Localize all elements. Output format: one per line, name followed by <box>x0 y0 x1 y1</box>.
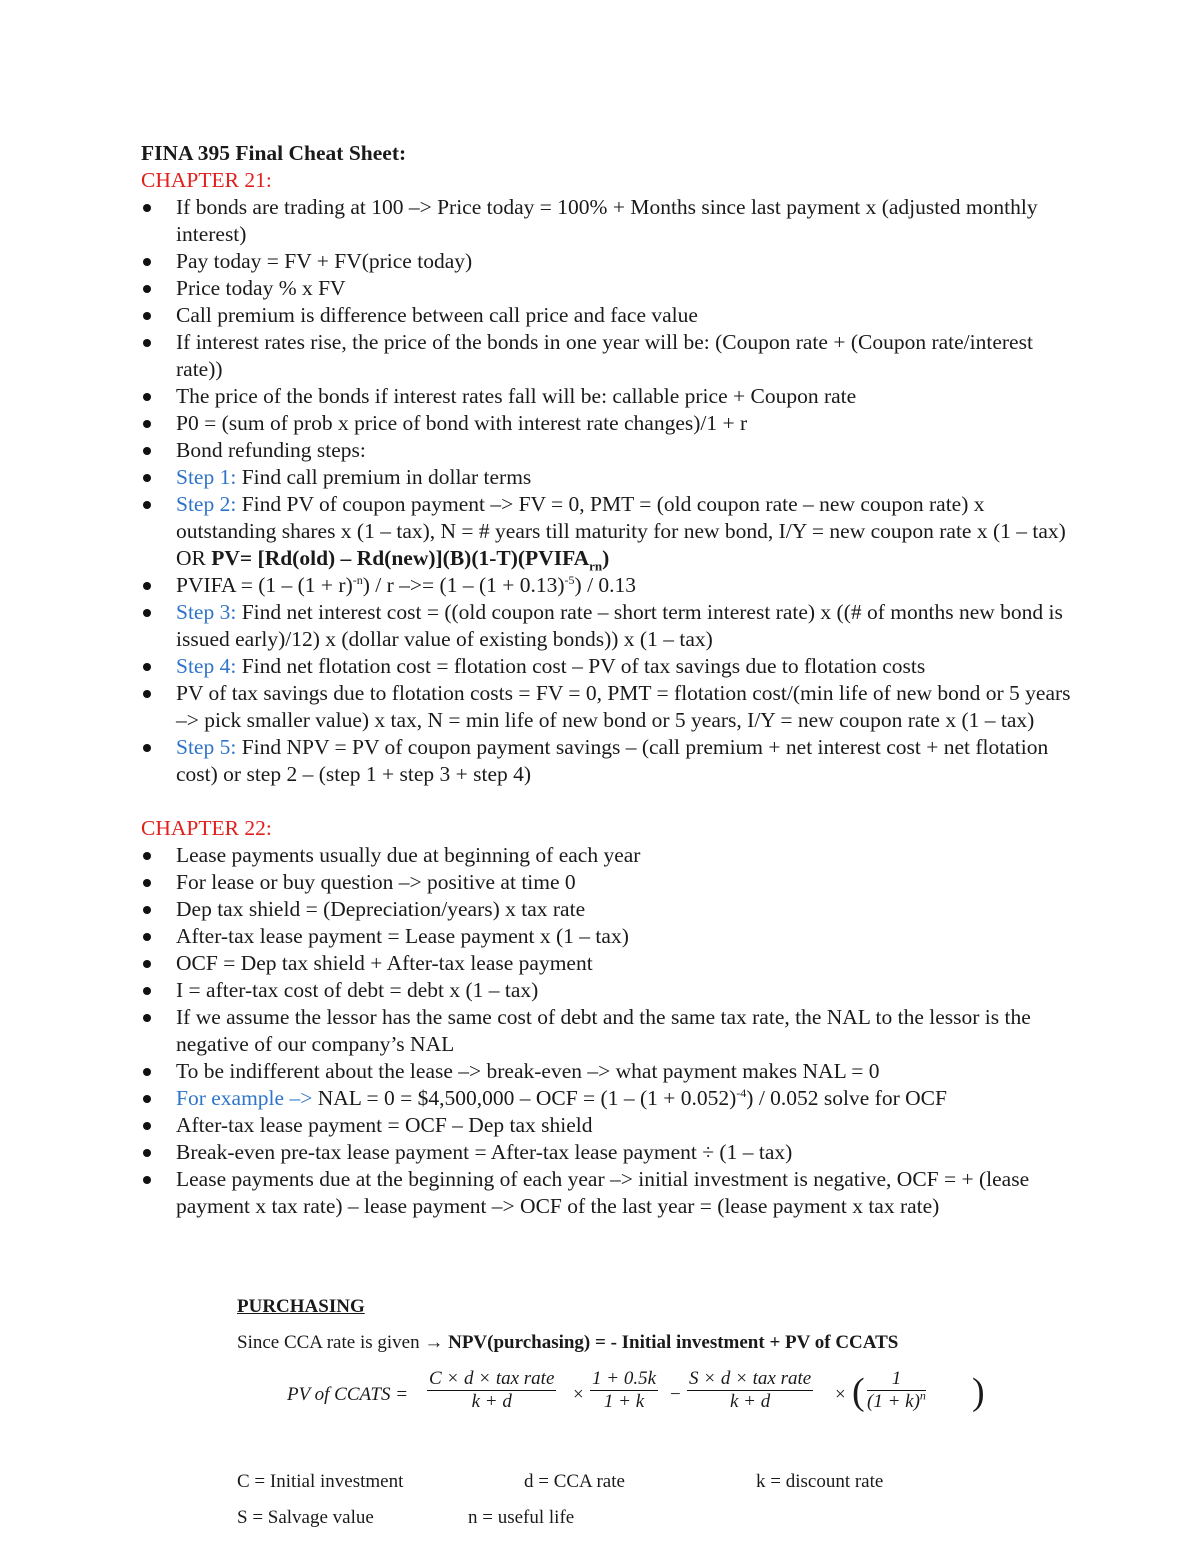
minus-operator: − <box>670 1384 681 1405</box>
step-2-formula-end: ) <box>602 546 610 570</box>
step-3-text: Find net interest cost = ((old coupon rate – short term interest rate) x ((# of months new bond is issued early)/12) x (dollar value of existing bonds)) x (1 – tax) <box>176 600 1063 651</box>
pvifa-part-b: ) / r –>= (1 – (1 + 0.13) <box>362 573 565 597</box>
step-3-item <box>141 599 1071 653</box>
times-operator: × <box>835 1384 846 1405</box>
fraction-1-numerator: C × d × tax rate <box>429 1368 555 1389</box>
npv-formula-text: NPV(purchasing) = - Initial investment + PV of CCATS <box>443 1332 899 1353</box>
cheat-sheet-body <box>141 140 1071 1220</box>
chapter-21-heading: CHAPTER 21: <box>141 168 272 192</box>
step-2-formula-sub: rn <box>589 558 603 574</box>
arrow-icon: → <box>424 1332 444 1353</box>
example-label: For example –> <box>176 1086 313 1110</box>
formula-lhs: PV of CCATS = <box>287 1384 409 1405</box>
step-5-item <box>141 734 1071 788</box>
page-title: FINA 395 Final Cheat Sheet: <box>141 141 407 165</box>
definition-n: n = useful life <box>468 1507 575 1528</box>
example-part-a: NAL = 0 = $4,500,000 – OCF = (1 – (1 + 0.052) <box>312 1086 737 1110</box>
step-3-label: Step 3: <box>176 600 237 624</box>
list-item: I = after-tax cost of debt = debt x (1 – tax) <box>141 977 1071 1004</box>
list-item: P0 = (sum of prob x price of bond with interest rate changes)/1 + r <box>141 410 1071 437</box>
list-item: Break-even pre-tax lease payment = After-tax lease payment ÷ (1 – tax) <box>141 1139 1071 1166</box>
fraction-2-numerator: 1 + 0.5k <box>592 1368 657 1389</box>
step-2-formula-main: PV= [Rd(old) – Rd(new)](B)(1-T)(PVIFA <box>211 546 590 570</box>
pvifa-item <box>141 572 1071 599</box>
example-exponent: -4 <box>736 1085 747 1100</box>
step-4-label: Step 4: <box>176 654 237 678</box>
fraction-2-denominator: 1 + k <box>603 1391 645 1412</box>
statement-lead: Since CCA rate is given <box>237 1332 425 1353</box>
fraction-3-numerator: S × d × tax rate <box>689 1368 812 1389</box>
list-item: Bond refunding steps: <box>141 437 1071 464</box>
fraction-4-denominator <box>867 1388 926 1413</box>
list-item: Lease payments due at the beginning of each year –> initial investment is negative, OCF = + (lease payment x tax rate) – lease payment –> OCF of the last year = (lease payment x tax rate) <box>141 1166 1071 1220</box>
list-item: Price today % x FV <box>141 275 1071 302</box>
pvifa-part-a: PVIFA = (1 – (1 + r) <box>176 573 353 597</box>
list-item: After-tax lease payment = OCF – Dep tax shield <box>141 1112 1071 1139</box>
fraction-4-numerator: 1 <box>867 1368 926 1391</box>
list-item: Call premium is difference between call price and face value <box>141 302 1071 329</box>
pvifa-exponent-1: -n <box>352 572 363 587</box>
step-2-item <box>141 491 1071 572</box>
left-paren: ( <box>852 1371 865 1413</box>
list-item: Pay today = FV + FV(price today) <box>141 248 1071 275</box>
pv-ccats-formula <box>287 1366 987 1426</box>
step-2-formula <box>211 546 610 574</box>
fraction-1 <box>427 1368 556 1413</box>
step-2-label: Step 2: <box>176 492 237 516</box>
times-operator: × <box>573 1384 584 1405</box>
step-1-label: Step 1: <box>176 465 237 489</box>
list-item: After-tax lease payment = Lease payment x (1 – tax) <box>141 923 1071 950</box>
purchasing-statement <box>237 1332 898 1354</box>
chapter-22-list <box>141 842 1071 1220</box>
fraction-2 <box>590 1368 658 1413</box>
list-item: The price of the bonds if interest rates fall will be: callable price + Coupon rate <box>141 383 1071 410</box>
step-5-label: Step 5: <box>176 735 237 759</box>
definition-s: S = Salvage value <box>237 1507 374 1528</box>
fraction-3 <box>687 1368 813 1413</box>
fraction-1-denominator: k + d <box>471 1391 512 1412</box>
step-4-text: Find net flotation cost = flotation cost – PV of tax savings due to flotation costs <box>236 654 926 678</box>
definition-c: C = Initial investment <box>237 1471 404 1492</box>
step-1-text: Find call premium in dollar terms <box>236 465 532 489</box>
list-item: If interest rates rise, the price of the bonds in one year will be: (Coupon rate + (Coupon rate/interest rate)) <box>141 329 1071 383</box>
list-item: Lease payments usually due at beginning of each year <box>141 842 1071 869</box>
list-item: Dep tax shield = (Depreciation/years) x tax rate <box>141 896 1071 923</box>
list-item: To be indifferent about the lease –> break-even –> what payment makes NAL = 0 <box>141 1058 1071 1085</box>
example-item <box>141 1085 1071 1112</box>
fraction-4-base: (1 + k) <box>867 1391 920 1412</box>
definition-d: d = CCA rate <box>524 1471 625 1492</box>
section-spacer <box>141 788 1071 815</box>
pvifa-exponent-2: -5 <box>564 572 575 587</box>
example-part-b: ) / 0.052 solve for OCF <box>746 1086 947 1110</box>
purchasing-heading: PURCHASING <box>237 1296 365 1317</box>
right-paren: ) <box>972 1371 985 1413</box>
list-item: OCF = Dep tax shield + After-tax lease payment <box>141 950 1071 977</box>
list-item: For lease or buy question –> positive at time 0 <box>141 869 1071 896</box>
fraction-4-exponent: n <box>919 1388 926 1403</box>
step-1-item <box>141 464 1071 491</box>
step-5-text: Find NPV = PV of coupon payment savings – (call premium + net interest cost + net flotation cost) or step 2 – (step 1 + step 3 + step 4) <box>176 735 1049 786</box>
list-item: If we assume the lessor has the same cost of debt and the same tax rate, the NAL to the lessor is the negative of our company’s NAL <box>141 1004 1071 1058</box>
pvifa-part-c: ) / 0.13 <box>574 573 637 597</box>
step-2-text: Find PV of coupon payment –> FV = 0, PMT = (old coupon rate – new coupon rate) x outstanding shares x (1 – tax), N = # years till maturity for new bond, I/Y = new coupon rate x (1 – tax) OR <box>176 492 1066 570</box>
chapter-21-list <box>141 194 1071 788</box>
step-4-item <box>141 653 1071 680</box>
fraction-4 <box>867 1368 926 1413</box>
list-item: PV of tax savings due to flotation costs = FV = 0, PMT = flotation cost/(min life of new bond or 5 years –> pick smaller value) x tax, N = min life of new bond or 5 years, I/Y = new coupon rate x (1 – tax) <box>141 680 1071 734</box>
fraction-3-denominator: k + d <box>729 1391 771 1412</box>
chapter-22-heading: CHAPTER 22: <box>141 816 272 840</box>
definition-k: k = discount rate <box>756 1471 884 1492</box>
list-item: If bonds are trading at 100 –> Price today = 100% + Months since last payment x (adjusted monthly interest) <box>141 194 1071 248</box>
